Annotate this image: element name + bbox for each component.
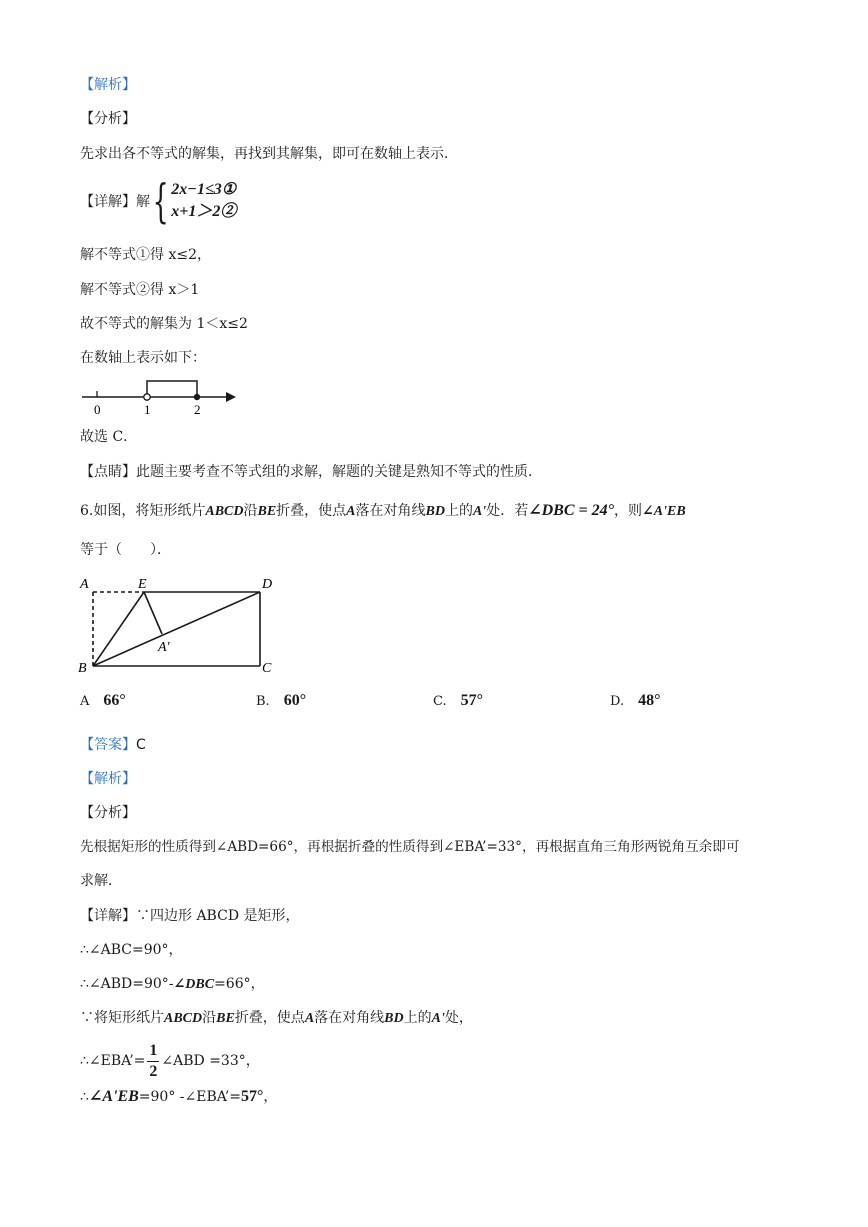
system-line-1: 2x−1≤3①	[171, 181, 237, 198]
arrow-icon	[226, 392, 236, 402]
option-a[interactable]: A 66°	[80, 692, 126, 709]
numberline-label-1: 1	[144, 402, 151, 417]
option-d[interactable]: D. 48°	[610, 692, 661, 709]
numberline-label-0: 0	[94, 402, 101, 417]
option-b[interactable]: B. 60°	[256, 692, 307, 709]
detail-line-5: ∴∠EBA’= $\frac{1}{2}$ ∠ABD =33°，	[80, 1041, 260, 1080]
comment-line: 【点睛】此题主要考查不等式组的求解，解题的关键是熟知不等式的性质．	[80, 464, 542, 480]
label-c: C	[262, 661, 272, 676]
number-line-figure	[78, 376, 248, 420]
detail-line-3: ∴∠ABD=90°-∠DBC=66°，	[80, 976, 265, 992]
numberline-label-2: 2	[194, 402, 201, 417]
detail-line-6: ∴∠A'EB=90° -∠EBA’=57°，	[80, 1088, 278, 1105]
detail-line-2: ∴∠ABC=90°，	[80, 942, 183, 958]
system-line-2: x+1＞2②	[171, 203, 237, 220]
analysis-text-1: 先求出各不等式的解集，再找到其解集，即可在数轴上表示．	[80, 146, 458, 162]
step-4: 在数轴上表示如下：	[80, 350, 206, 366]
step-1: 解不等式①得 x≤2，	[80, 247, 211, 263]
section-jiexi-1: 【解析】	[80, 77, 136, 93]
answer-line: 【答案】C	[80, 737, 146, 753]
open-point-1	[144, 394, 150, 400]
question-6-line-2: 等于（ ）．	[80, 542, 171, 558]
brace-icon: {	[152, 174, 169, 228]
inequality-system	[80, 174, 237, 228]
label-e: E	[138, 577, 147, 592]
section-jiexi-2: 【解析】	[80, 771, 136, 787]
solution-bracket	[147, 381, 197, 397]
fraction-one-half: $\frac{1}{2}$	[149, 1041, 158, 1080]
detail-line-4: ∵将矩形纸片ABCD沿BE折叠，使点A落在对角线BD上的A'处，	[80, 1010, 473, 1026]
detail-line-1: 【详解】∵四边形 ABCD 是矩形，	[80, 908, 300, 924]
label-a-prime: A'	[158, 640, 170, 655]
label-b: B	[78, 661, 87, 676]
rectangle-fold-figure	[76, 572, 280, 678]
question-6-line-1: 6.如图，将矩形纸片ABCD沿BE折叠，使点A落在对角线BD上的A'处．若∠DBC = 24°，则∠A'EB	[80, 502, 686, 519]
label-d: D	[262, 577, 273, 592]
analysis-text-2a: 先根据矩形的性质得到∠ABD=66°，再根据折叠的性质得到∠EBA’=33°，再根据直角三角形两锐角互余即可	[80, 839, 740, 855]
label-a: A	[80, 577, 89, 592]
segment-ea	[144, 592, 162, 634]
option-c[interactable]: C. 57°	[433, 692, 484, 709]
solid-point-2	[194, 394, 200, 400]
step-2: 解不等式②得 x＞1	[80, 282, 200, 298]
choose-line: 故选 C．	[80, 429, 138, 445]
section-fenxi-2: 【分析】	[80, 805, 136, 821]
analysis-text-2b: 求解．	[80, 873, 122, 889]
detail-label: 【详解】解	[80, 194, 150, 210]
step-3: 故不等式的解集为 1＜x≤2	[80, 316, 248, 332]
section-fenxi-1: 【分析】	[80, 111, 136, 127]
